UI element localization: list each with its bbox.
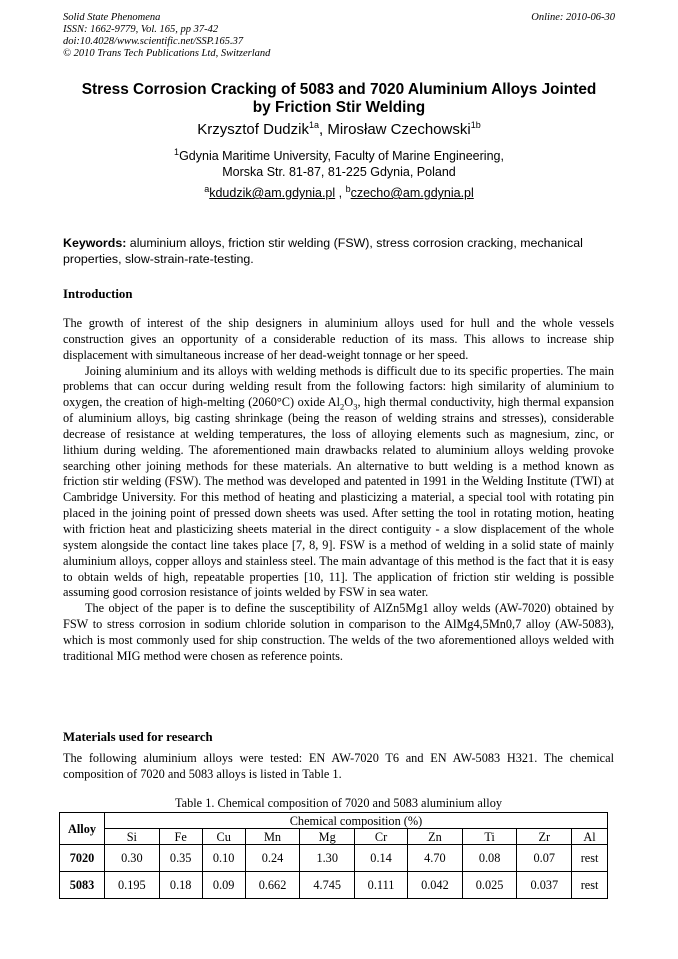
journal-issn: ISSN: 1662-9779, Vol. 165, pp 37-42 — [63, 24, 219, 35]
table-cell: 0.07 — [517, 845, 572, 872]
table-cell: rest — [572, 845, 608, 872]
element-header: Mn — [245, 829, 300, 845]
affiliation-mark: 1 — [174, 146, 180, 157]
introduction-body — [63, 316, 614, 665]
table-header-row — [60, 813, 608, 829]
affiliation-line-2: Morska Str. 81-87, 81-225 Gdynia, Poland — [222, 165, 456, 179]
journal-doi: doi:10.4028/www.scientific.net/SSP.165.37 — [63, 36, 244, 47]
composition-group-header: Chemical composition (%) — [105, 813, 608, 829]
journal-copyright: © 2010 Trans Tech Publications Ltd, Switzerland — [63, 48, 271, 59]
author-1: Krzysztof Dudzik — [197, 121, 309, 138]
element-header: Si — [105, 829, 160, 845]
affiliation-line-1: $^1$Gdynia Maritime University, Faculty of Marine Engineering, — [174, 146, 504, 163]
table-cell: 0.042 — [408, 872, 463, 899]
element-header: Zn — [408, 829, 463, 845]
author-emails — [60, 185, 618, 201]
element-header: Cu — [202, 829, 245, 845]
journal-header — [63, 12, 270, 60]
intro-paragraph-3: The object of the paper is to define the susceptibility of AlZn5Mg1 alloy welds (AW-7020) obtained by FSW to stress corrosion in sodium chloride solution in comparison to the AlMg4,5Mn0,7 alloy (AW-5083), which is most commonly used for ship construction. The welds of the two aforementioned alloys welded with traditional MIG method were chosen as reference points. — [63, 601, 614, 663]
author-separator: , — [318, 121, 328, 138]
table-cell: 0.08 — [462, 845, 517, 872]
author-2-affil-mark: 1b — [470, 120, 481, 130]
email-separator: , — [335, 186, 346, 200]
element-header-row — [60, 829, 608, 845]
chemical-composition-table — [59, 812, 608, 899]
table-cell: 0.24 — [245, 845, 300, 872]
author-list — [60, 121, 618, 139]
table-cell: 0.14 — [355, 845, 408, 872]
online-date: Online: 2010-06-30 — [531, 12, 615, 23]
intro-paragraph-1: The growth of interest of the ship designers in aluminium alloys used for hull and the whole vessels construction gives an opportunity of a considerable reduction of its mass. This allows to increase ship displacement with simultaneous increase of her dead-weight tonnage or her speed. — [63, 316, 614, 362]
table-cell: 0.111 — [355, 872, 408, 899]
title-line-2: by Friction Stir Welding — [252, 99, 426, 116]
keywords — [63, 235, 618, 267]
alloy-cell: 7020 — [60, 845, 105, 872]
keywords-text: aluminium alloys, friction stir welding (FSW), stress corrosion cracking, mechanical properties, slow-strain-rate-testing. — [63, 236, 583, 266]
introduction-heading: Introduction — [63, 287, 133, 301]
table-cell: 4.70 — [408, 845, 463, 872]
alloy-column-header: Alloy — [60, 813, 105, 845]
materials-body — [63, 751, 614, 783]
table-1-caption: Table 1. Chemical composition of 7020 and 5083 aluminium alloy — [174, 796, 502, 810]
materials-paragraph-1: The following aluminium alloys were tested: EN AW-7020 T6 and EN AW-5083 H321. The chemical composition of 7020 and 5083 alloys is listed in Table 1. — [63, 751, 614, 781]
element-header: Cr — [355, 829, 408, 845]
table-cell: 1.30 — [300, 845, 355, 872]
author-1-affil-mark: 1a — [308, 120, 319, 130]
paper-title — [60, 81, 618, 117]
element-header: Mg — [300, 829, 355, 845]
table-cell: 0.662 — [245, 872, 300, 899]
email-a-mark: a — [204, 183, 210, 194]
table-cell: 4.745 — [300, 872, 355, 899]
table-cell: 0.09 — [202, 872, 245, 899]
materials-heading: Materials used for research — [63, 730, 213, 744]
journal-name: Solid State Phenomena — [63, 12, 161, 23]
table-cell: 0.025 — [462, 872, 517, 899]
table-cell: 0.195 — [105, 872, 160, 899]
email-link-b[interactable]: czecho@am.gdynia.pl — [350, 186, 474, 200]
table-cell: rest — [572, 872, 608, 899]
alloy-cell: 5083 — [60, 872, 105, 899]
element-header: Al — [572, 829, 608, 845]
intro-paragraph-2: Joining aluminium and its alloys with welding methods is difficult due to its specific properties. The main problems that can occur during welding result from the following factors: high similarity of aluminium to oxygen, the creation of high-melting (2060°C) oxide $Al_2O_3$, high thermal conductivity, high thermal expansion of aluminium alloys, big casting shrinkage (being the reason of welding strains and stresses), considerable decrease of resistance at welding temperatures, the loss of alloying elements such as magnesium, zinc, or lithium during welding. The aforementioned main drawbacks related to aluminium alloys welding provoke searching other joining methods for these materials. An alternative to butt welding is a method known as friction stir welding (FSW). The method was developed and patented in 1991 in the Welding Institute (TWI) at Cambridge University. For this method of heating and plasticizing a material, a special tool with rotating pin placed in the joining point of pressed down sheets was used. After setting the tool in rotating motion, heating with friction heat and plasticizing sheets material in the direct contiguity - a slow displacement of the whole system alongside the contact line takes place [7, 8, 9]. FSW is a method of welding in a solid state of mainly aluminium alloys, copper alloys and stainless steel. The main advantage of this method is the fact that it is easy to obtain welds of high, repeatable properties [10, 11]. The application of friction stir welding is possible assuming good corrosion resistance of joints welded by FSW in sea water. — [63, 363, 614, 600]
table-row — [60, 872, 608, 899]
affiliation — [60, 148, 618, 180]
title-line-1: Stress Corrosion Cracking of 5083 and 7020 Aluminium Alloys Jointed — [81, 81, 597, 98]
table-cell: 0.037 — [517, 872, 572, 899]
author-2: Mirosław Czechowski — [327, 121, 471, 138]
element-header: Ti — [462, 829, 517, 845]
element-header: Zr — [517, 829, 572, 845]
table-cell: 0.30 — [105, 845, 160, 872]
table-cell: 0.10 — [202, 845, 245, 872]
element-header: Fe — [159, 829, 202, 845]
table-row — [60, 845, 608, 872]
table-cell: 0.35 — [159, 845, 202, 872]
email-link-a[interactable]: kdudzik@am.gdynia.pl — [209, 186, 336, 200]
table-cell: 0.18 — [159, 872, 202, 899]
keywords-label: Keywords: — [63, 236, 127, 250]
email-b-mark: b — [345, 183, 351, 194]
